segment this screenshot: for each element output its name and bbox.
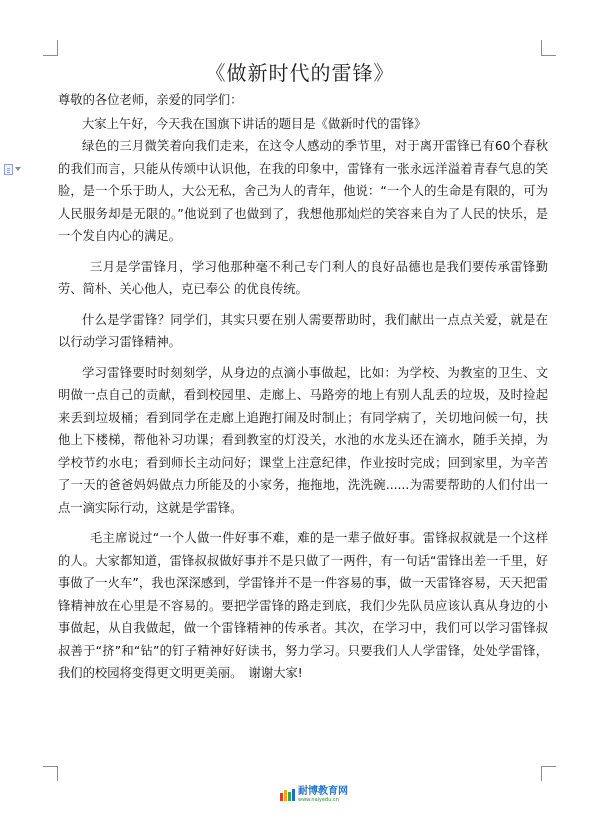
paragraph-5: 学习雷锋要时时刻刻学，从身边的点滴小事做起，比如：为学校、为教室的卫生、文明做一点自己的贡献，看到校园里、走廊上、马路旁的地上有别人乱丢的垃圾，及时捡起来丢到垃圾桶；看到同学在走廊上追跑打闹及时制止；有同学病了，关切地问候一句，扶他上下楼梯，帮他补习功课；看到教室的灯没关，水池的水龙头还在滴水，随手关掉，为学校节约水电；看到师长主动问好；课堂上注意纪律，作业按时完成；回到家里，为辛苦了一天的爸爸妈妈做点力所能及的小家务，拖拖地，洗洗碗......为需要帮助的人们付出一点一滴实际行动，这就是学雷锋。 — [58, 365, 548, 515]
logo-bars-icon — [280, 789, 295, 801]
document-body[interactable] — [58, 89, 548, 685]
logo-name: 耐博教育网 — [298, 786, 348, 797]
site-logo — [280, 787, 348, 803]
document-title: 《做新时代的雷锋》 — [205, 61, 395, 85]
crop-mark-top-left-h — [43, 55, 58, 56]
crop-mark-bottom-right-v — [541, 766, 542, 781]
document-icon — [4, 164, 13, 175]
paragraph-4: 什么是学雷锋？同学们，其实只要在别人需要帮助时，我们献出一点点关爱，就是在以行动学习雷锋精神。 — [58, 312, 548, 349]
crop-mark-top-left-v — [57, 40, 58, 55]
logo-url: www.naiyedu.cn — [298, 797, 339, 803]
crop-mark-top-right-v — [541, 40, 542, 55]
paragraph-3: 三月是学雷锋月，学习他那种毫不利己专门利人的良好品德也是我们要传承雷锋勤劳、简朴、关心他人，克已奉公 的优良传统。 — [58, 259, 548, 296]
paragraph-6: 毛主席说过“一个人做一件好事不难，难的是一辈子做好事。雷锋叔叔就是一个这样的人。大家都知道，雷锋叔叔做好事并不是只做了一两件，有一句话“雷锋出差一千里，好事做了一火车”，我也深深感到，学雷锋并不是一件容易的事，做一天雷锋容易，天天把雷锋精神放在心里是不容易的。要把学雷锋的路走到底，我们少先队员应该认真从身边的小事做起，从自我做起，做一个雷锋精神的传承者。其次，在学习中，我们可以学习雷锋叔叔善于“挤”和“钻”的钉子精神好好读书，努力学习。只要我们人人学雷锋，处处学雷锋，我们的校园将变得更文明更美丽。 谢谢大家! — [58, 531, 548, 680]
crop-mark-top-right-h — [541, 55, 556, 56]
crop-mark-bottom-left-v — [57, 766, 58, 781]
paragraph-1: 大家上午好，今天我在国旗下讲话的题目是《做新时代的雷锋》 — [82, 116, 427, 131]
crop-mark-bottom-right-h — [541, 766, 556, 767]
greeting: 尊敬的各位老师，亲爱的同学们： — [58, 93, 243, 107]
paragraph-2: 绿色的三月微笑着向我们走来，在这令人感动的季节里，对于离开雷锋已有60个春秋的我们而言，只能从传颂中认识他，在我的印象中，雷锋有一张永远洋溢着青春气息的笑脸，是一个乐于助人，大公无私，舍己为人的青年，他说：“一个人的生命是有限的，可为人民服务却是无限的。”他说到了也做到了，我想他那灿烂的笑容来自为了人民的快乐，是一个发自内心的满足。 — [58, 139, 548, 243]
paragraph-options-button[interactable] — [4, 162, 26, 176]
chevron-down-icon — [15, 167, 21, 171]
crop-mark-bottom-left-h — [43, 766, 58, 767]
